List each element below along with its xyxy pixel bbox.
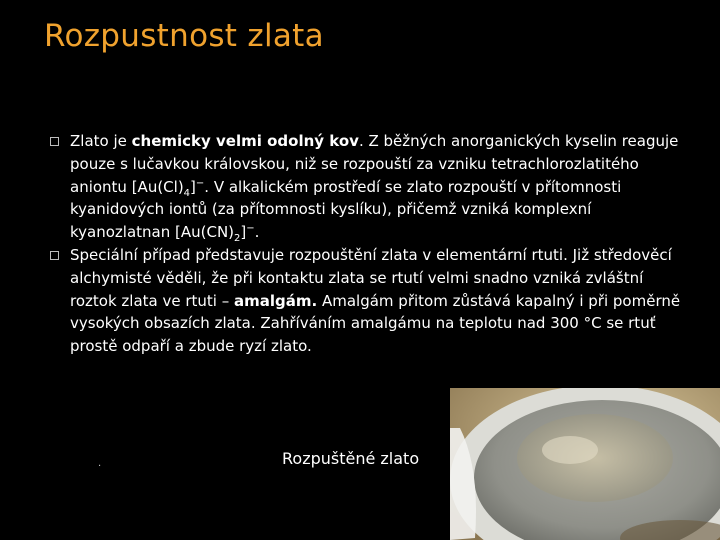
bullet-2-text-a: Speciální případ představuje rozpouštění zlata v elementární rtuti. Již středověcí alchymisté věděli, že při kontaktu zlata se rtutí velmi snadno vzniká zvláštní roztok zlata ve rtuti – [70, 245, 672, 310]
slide-title: Rozpustnost zlata [44, 18, 324, 54]
bullet-1-text-c: ] [190, 177, 196, 196]
bullet-item-1 [48, 130, 688, 244]
bullet-1-sub-1: 4 [183, 187, 191, 199]
stray-dot: . [98, 458, 102, 469]
bullet-item-2 [48, 244, 688, 358]
bullet-1-text-d: . V alkalickém prostředí se zlato rozpouští v přítomnosti kyanidových iontů (za přítomnosti kyslíku), přičemž vzniká komplexní kyanozlatnan [Au(CN) [70, 177, 622, 242]
image-caption: Rozpuštěné zlato [282, 449, 420, 468]
bullet-square-icon [50, 251, 59, 260]
bullet-1-sub-2: 2 [234, 233, 241, 245]
bullet-1-text-a: Zlato je [70, 132, 132, 150]
bullet-1-bold: chemicky velmi odolný kov [131, 132, 359, 150]
bullet-1-sup-1: − [195, 177, 205, 189]
bullet-square-icon [50, 137, 59, 146]
amalgam-dish-illustration [450, 388, 720, 540]
bullet-1-text-e: ] [240, 223, 247, 242]
bullet-1-text-b: . Z běžných anorganických kyselin reaguje pouze s lučavkou královskou, niž se rozpouští za vzniku tetrachlorozlatitého aniontu [Au(Cl) [70, 132, 679, 196]
bullet-1-text-f: . [254, 223, 260, 242]
bullet-1-sup-2: − [246, 223, 255, 235]
slide-content [48, 130, 688, 358]
gold-amalgam-photo [450, 388, 720, 540]
bullet-2-bold: amalgám. [234, 291, 318, 310]
bullet-2-text-b: Amalgám přitom zůstává kapalný i při poměrně vysokých obsazích zlata. Zahříváním amalgámu na teplotu nad 300 °C se rtuť prostě odpaří a zbude ryzí zlato. [70, 291, 681, 356]
